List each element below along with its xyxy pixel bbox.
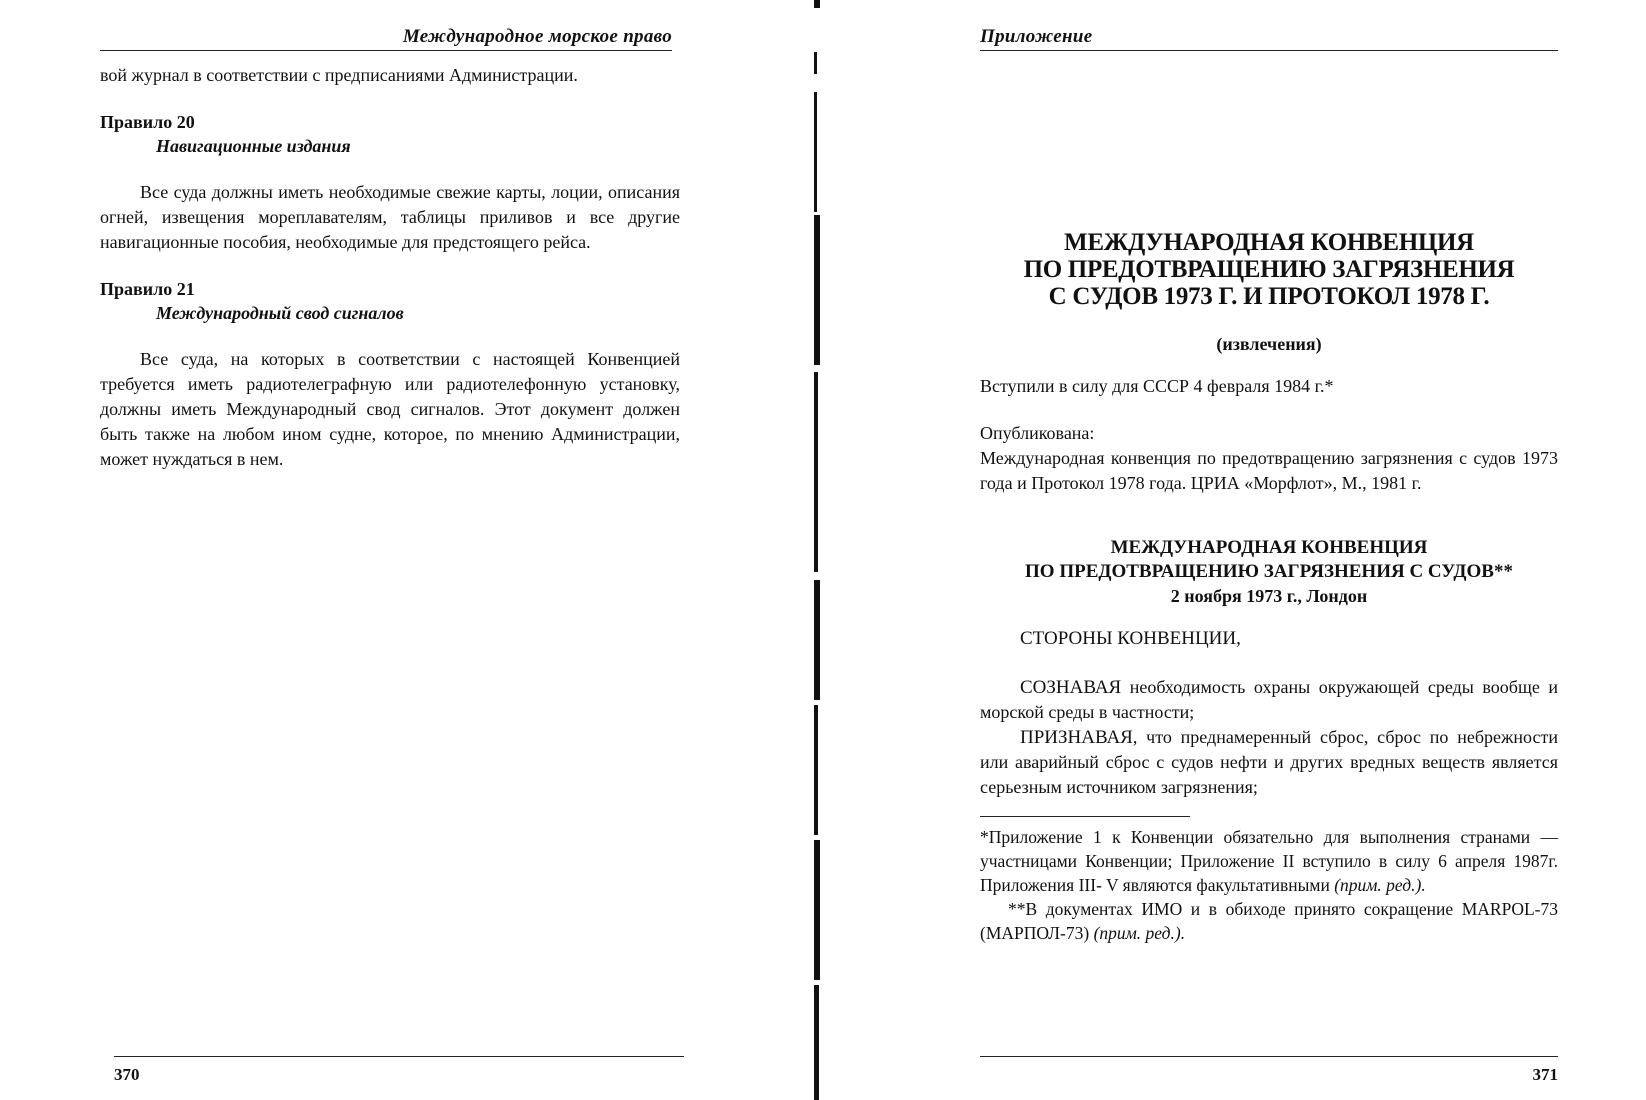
title-line-3: С СУДОВ 1973 Г. И ПРОТОКОЛ 1978 Г.: [1048, 283, 1490, 310]
rule-20-block: [100, 110, 680, 255]
document-title: [980, 229, 1558, 310]
right-page: [980, 26, 1558, 1096]
extracts-note: (извлечения): [1216, 334, 1322, 354]
recital-2: [980, 725, 1558, 800]
publication-info: [980, 421, 1558, 496]
footnote-separator: [980, 816, 1190, 817]
title-line-2: ПО ПРЕДОТВРАЩЕНИЮ ЗАГРЯЗНЕНИЯ: [1023, 256, 1515, 283]
in-force-text: Вступили в силу для СССР 4 февраля 1984 г.*: [980, 376, 1334, 396]
convention-section-title: [980, 536, 1558, 608]
rule-20-number: Правило 20: [100, 112, 195, 132]
published-label: Опубликована:: [980, 423, 1095, 443]
in-force-note: [980, 374, 1558, 399]
recital-1-text: необходимость охраны окружающей среды вообще и морской среды в частности;: [980, 677, 1558, 722]
rule-20-title: Навигационные издания: [156, 136, 351, 156]
footnotes: [980, 816, 1558, 945]
preamble: [980, 626, 1558, 800]
rule-21-block: [100, 277, 680, 472]
footnote-2-editor-note: (прим. ред.).: [1093, 923, 1186, 943]
recital-1: [980, 675, 1558, 725]
right-running-head: Приложение: [980, 26, 1558, 51]
section-date: 2 ноября 1973 г., Лондон: [1170, 586, 1368, 606]
left-running-head: Международное морское право: [100, 26, 672, 51]
footnote-2: [980, 897, 1558, 945]
binding-gutter: [810, 0, 828, 1100]
published-text: Международная конвенция по предотвращению загрязнения с судов 1973 года и Протокол 1978 года. ЦРИА «Морфлот», М., 1981 г.: [980, 448, 1558, 493]
intro-paragraph: вой журнал в соответствии с предписаниями Администрации.: [100, 65, 578, 85]
left-page-number: 370: [114, 1065, 140, 1084]
right-footer-rule: [980, 1056, 1558, 1057]
footnote-1-text: *Приложение 1 к Конвенции обязательно для выполнения странами — участницами Конвенции; Приложение II вступило в силу 6 апреля 1987г. Приложения III- V являются факультативными: [980, 827, 1558, 895]
left-footer-rule: [114, 1056, 684, 1057]
footnote-1-editor-note: (прим. ред.).: [1334, 875, 1426, 895]
rule-20-text: Все суда должны иметь необходимые свежие карты, лоции, описания огней, извещения мореплавателям, таблицы приливов и все другие навигационные пособия, необходимые для предстоящего рейса.: [100, 182, 680, 252]
right-page-number: 371: [1532, 1065, 1558, 1084]
title-line-1: МЕЖДУНАРОДНАЯ КОНВЕНЦИЯ: [1064, 229, 1474, 256]
recital-2-text: , что преднамеренный сброс, сброс по небрежности или аварийный сброс с судов нефти и других вредных веществ является серьезным источником загрязнения;: [980, 727, 1558, 797]
recital-1-lead: СОЗНАВАЯ: [1020, 677, 1122, 698]
rule-21-title: Международный свод сигналов: [156, 303, 404, 323]
left-intro-text: [100, 63, 680, 88]
left-page-footer: [114, 1056, 684, 1085]
section-title-line-1: МЕЖДУНАРОДНАЯ КОНВЕНЦИЯ: [1110, 537, 1428, 558]
recital-2-lead: ПРИЗНАВАЯ: [1020, 727, 1133, 748]
footnote-1: [980, 825, 1558, 897]
rule-21-text: Все суда, на которых в соответствии с настоящей Конвенцией требуется иметь радиотелеграфную или радиотелефонную установку, должны иметь Международный свод сигналов. Этот документ должен быть также на любом ином судне, которое, по мнению Администрации, может нуждаться в нем.: [100, 349, 680, 469]
section-title-line-2: ПО ПРЕДОТВРАЩЕНИЮ ЗАГРЯЗНЕНИЯ С СУДОВ**: [1025, 561, 1513, 582]
footnote-2-text: **В документах ИМО и в обиходе принято сокращение MARPOL-73 (МАРПОЛ-73): [980, 899, 1558, 943]
rule-21-number: Правило 21: [100, 279, 195, 299]
left-page: [100, 26, 680, 1096]
right-page-footer: [980, 1056, 1558, 1085]
parties-line: СТОРОНЫ КОНВЕНЦИИ,: [1020, 628, 1241, 649]
